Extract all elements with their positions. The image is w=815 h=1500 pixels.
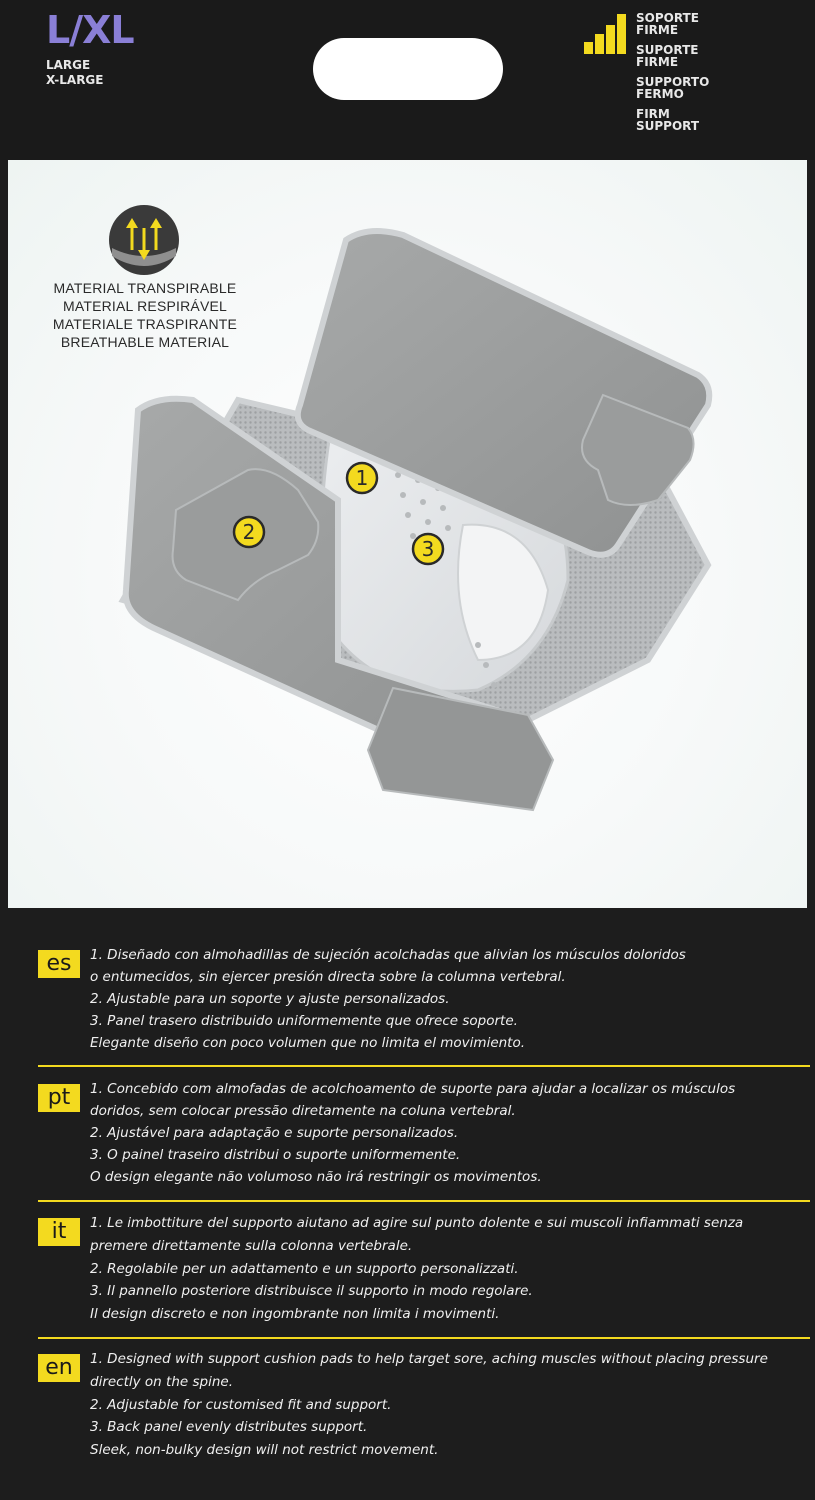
- language-line: 1. Concebido com almofadas de acolchoamento de suporte para ajudar a localizar os músculos: [90, 1081, 736, 1097]
- package-header: [0, 0, 815, 160]
- language-divider: [38, 1337, 810, 1339]
- marker-3: [413, 534, 443, 564]
- marker-1: [347, 463, 377, 493]
- breathable-label-es: MATERIAL TRANSPIRABLE: [53, 280, 237, 296]
- language-line: 3. Back panel evenly distributes support.: [90, 1419, 368, 1435]
- breathable-label-en: BREATHABLE MATERIAL: [60, 334, 230, 350]
- language-line: 1. Designed with support cushion pads to help target sore, aching muscles without placing pressure: [90, 1351, 768, 1367]
- language-line: premere direttamente sulla colonna vertebrale.: [90, 1238, 413, 1254]
- language-line: Il design discreto e non ingombrante non limita i movimenti.: [90, 1306, 500, 1322]
- svg-text:2: 2: [242, 520, 256, 544]
- size-code: L/XL: [46, 8, 134, 52]
- size-word-large: LARGE: [46, 58, 91, 72]
- support-label-pt: SUPORTE FIRME: [636, 43, 699, 69]
- language-line: 3. O painel traseiro distribui o suporte uniformemente.: [90, 1147, 461, 1163]
- breathable-label-pt: MATERIAL RESPIRÁVEL: [62, 298, 228, 314]
- back-brace-product-image: [8, 160, 807, 908]
- svg-text:1: 1: [355, 466, 369, 490]
- marker-2: [234, 517, 264, 547]
- svg-text:3: 3: [421, 537, 435, 561]
- language-line: directly on the spine.: [90, 1374, 233, 1390]
- language-divider: [38, 1200, 810, 1202]
- hang-hole: [313, 38, 503, 100]
- support-label-es: SOPORTE FIRME: [636, 11, 699, 37]
- support-label-it: SUPPORTO FERMO: [636, 75, 710, 101]
- support-label-en: FIRM SUPPORT: [636, 107, 700, 133]
- language-tag-en: en: [38, 1354, 80, 1382]
- language-divider: [38, 1065, 810, 1067]
- size-word-xlarge: X-LARGE: [46, 73, 104, 87]
- language-line: 2. Ajustable para un soporte y ajuste personalizados.: [90, 991, 450, 1007]
- language-line: 2. Regolabile per un adattamento e un supporto personalizzati.: [90, 1261, 519, 1277]
- language-line: doridos, sem colocar pressão diretamente na coluna vertebral.: [90, 1103, 516, 1119]
- language-line: 2. Adjustable for customised fit and support.: [90, 1397, 392, 1413]
- language-line: 3. Panel trasero distribuido uniformemente que ofrece soporte.: [90, 1013, 518, 1029]
- product-window: [8, 160, 807, 908]
- language-line: Sleek, non-bulky design will not restrict movement.: [90, 1442, 439, 1458]
- language-line: Elegante diseño con poco volumen que no limita el movimiento.: [90, 1035, 526, 1051]
- language-tag-pt: pt: [38, 1084, 80, 1112]
- breathable-label-it: MATERIALE TRASPIRANTE: [52, 316, 238, 332]
- language-tag-es: es: [38, 950, 80, 978]
- language-line: 3. Il pannello posteriore distribuisce il supporto in modo regolare.: [90, 1283, 533, 1299]
- language-line: O design elegante não volumoso não irá restringir os movimentos.: [90, 1169, 542, 1185]
- language-line: 2. Ajustável para adaptação e suporte personalizados.: [90, 1125, 459, 1141]
- language-line: 1. Diseñado con almohadillas de sujeción acolchadas que alivian los músculos doloridos: [90, 947, 686, 963]
- language-tag-it: it: [38, 1218, 80, 1246]
- support-level-icon: [584, 12, 628, 56]
- language-line: o entumecidos, sin ejercer presión directa sobre la columna vertebral.: [90, 969, 566, 985]
- language-line: 1. Le imbottiture del supporto aiutano ad agire sul punto dolente e sui muscoli infiammati senza: [90, 1215, 744, 1231]
